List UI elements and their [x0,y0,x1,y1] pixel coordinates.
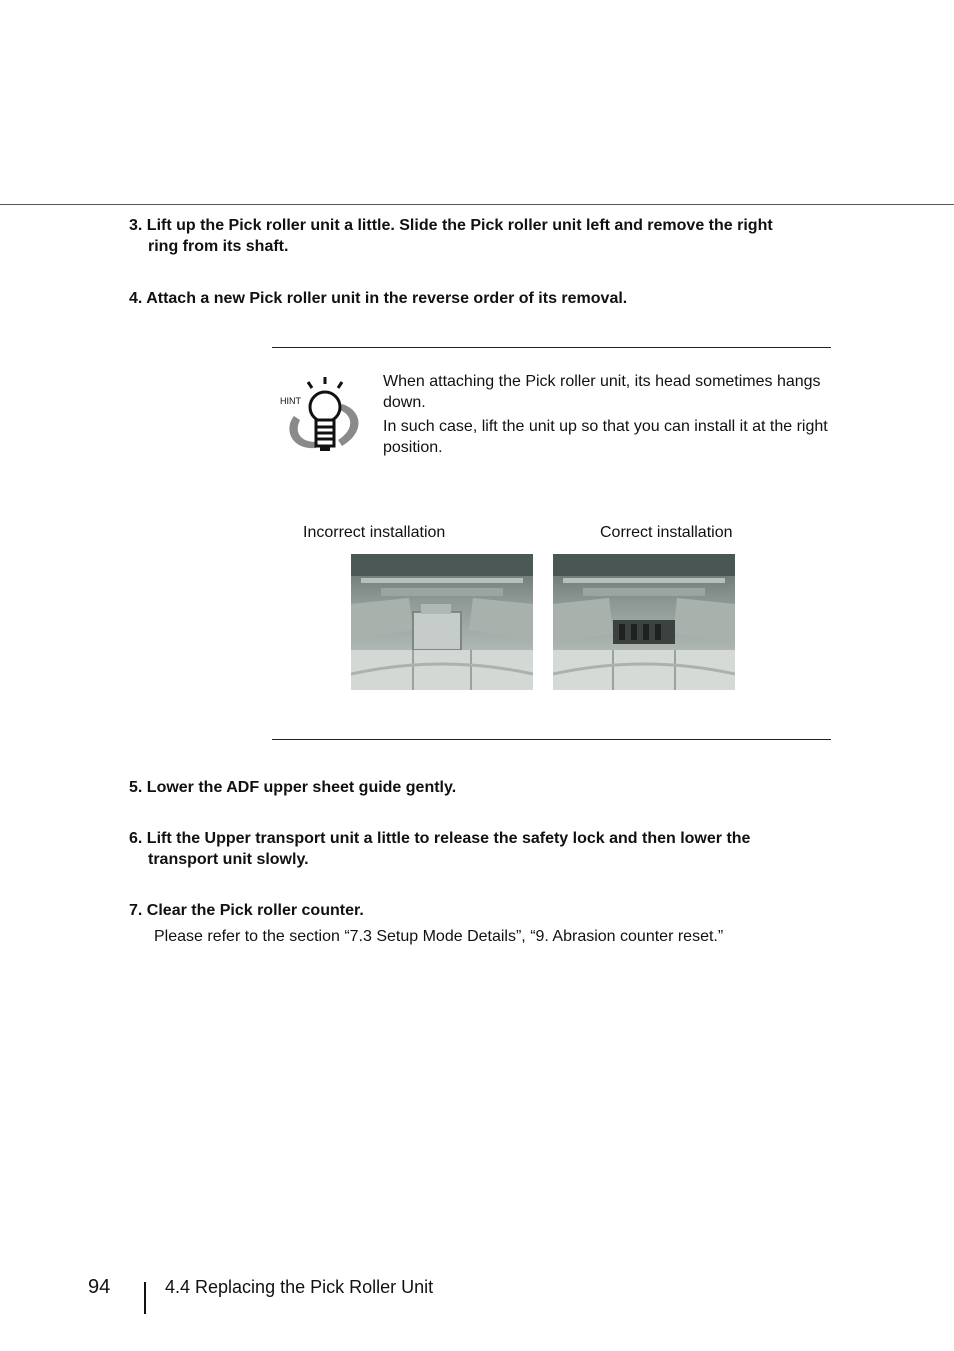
step-6-line1: 6. Lift the Upper transport unit a little to release the safety lock and then lower the [129,830,751,847]
step-6-line2: transport unit slowly. [148,851,309,868]
step-4 [129,288,849,309]
step-3 [129,215,849,257]
incorrect-installation-photo [351,554,533,690]
hint-text [383,371,843,461]
step-5 [129,777,849,798]
step-7-detail: Please refer to the section “7.3 Setup Mode Details”, “9. Abrasion counter reset.” [154,928,724,945]
correct-installation-photo [553,554,735,690]
header-rule [0,204,954,205]
step-4-line1: 4. Attach a new Pick roller unit in the reverse order of its removal. [129,290,628,307]
step-7 [129,900,849,921]
hint-bottom-rule [272,739,831,740]
correct-caption: Correct installation [600,524,733,541]
step-3-line2: ring from its shaft. [148,238,289,255]
hint-label: HINT [280,396,301,406]
step-6 [129,828,849,870]
hint-top-rule [272,347,831,348]
step-3-line1: 3. Lift up the Pick roller unit a little. Slide the Pick roller unit left and remove the right [129,217,773,234]
step-5-line1: 5. Lower the ADF upper sheet guide gently. [129,779,457,796]
incorrect-caption: Incorrect installation [303,524,446,541]
hint-paragraph-1: When attaching the Pick roller unit, its head sometimes hangs down. [383,373,821,411]
hint-paragraph-2: In such case, lift the unit up so that you can install it at the right position. [383,418,828,456]
page-number: 94 [88,1276,111,1298]
lightbulb-icon [280,376,370,456]
section-title: 4.4 Replacing the Pick Roller Unit [165,1277,434,1297]
step-7-line1: 7. Clear the Pick roller counter. [129,902,364,919]
footer-divider [144,1282,146,1314]
